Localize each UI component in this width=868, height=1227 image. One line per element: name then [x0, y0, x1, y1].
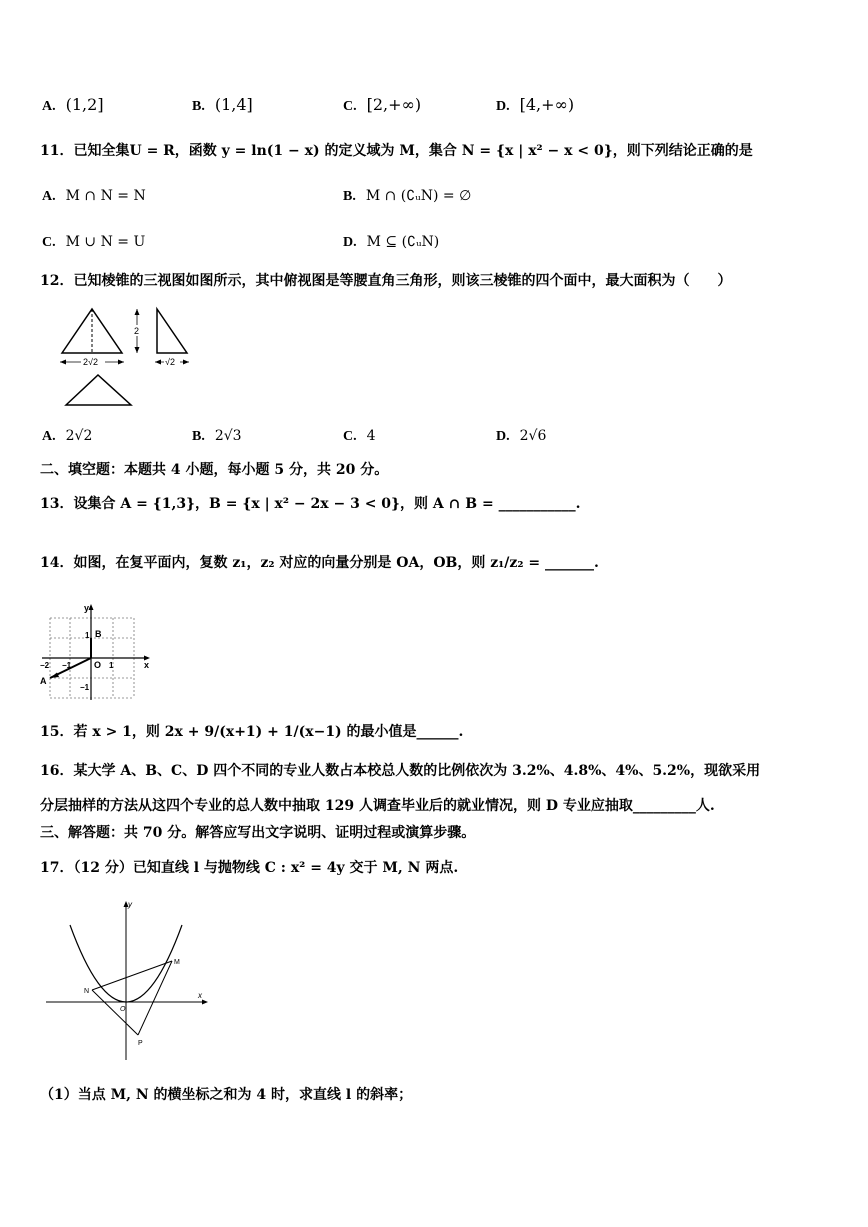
q11-option-a — [42, 185, 146, 208]
point-b-label: B — [95, 629, 102, 639]
option-label: D. — [343, 235, 357, 250]
option-label: C. — [42, 235, 56, 250]
arrow-left — [60, 360, 66, 365]
option-value: [4,+∞) — [519, 95, 575, 114]
top-view-triangle — [66, 375, 131, 405]
q14-stem: 14．如图，在复平面内，复数 z₁，z₂ 对应的向量分别是 OA，OB，则 z₁/z₂ = _______. — [40, 555, 599, 571]
y-axis-label: y — [128, 900, 132, 909]
q10-option-d — [496, 94, 574, 118]
option-label: D. — [496, 429, 510, 444]
option-label: A. — [42, 99, 56, 114]
q17-parabola-figure — [42, 895, 212, 1063]
arrow-down — [135, 347, 140, 353]
point-p-label: P — [138, 1040, 143, 1047]
section2-heading: 二、填空题：本题共 4 小题，每小题 5 分，共 20 分。 — [40, 462, 389, 478]
q16-line1: 16．某大学 A、B、C、D 四个不同的专业人数占本校总人数的比例依次为 3.2%、4.8%、4%、5.2%，现欲采用 — [40, 763, 761, 779]
tick-x-neg2: −2 — [40, 661, 50, 670]
option-value: 4 — [366, 428, 376, 444]
q11-option-c — [42, 231, 145, 254]
q12-option-c — [343, 425, 376, 448]
option-label: B. — [192, 99, 205, 114]
x-axis-arrow — [202, 1000, 208, 1005]
height-label: 2 — [134, 326, 140, 336]
tangent-at-m — [138, 961, 172, 1035]
option-value: 2√2 — [65, 428, 93, 444]
side-view-triangle — [157, 309, 187, 353]
q17-stem: 17．（12 分）已知直线 l 与抛物线 C : x² = 4y 交于 M, N 两点. — [40, 860, 459, 876]
tick-y-neg1: −1 — [80, 683, 90, 692]
q15-stem: 15．若 x > 1，则 2x + 9/(x+1) + 1/(x−1) 的最小值是______. — [40, 724, 464, 740]
arrow-right — [183, 360, 189, 365]
option-label: A. — [42, 189, 56, 204]
option-value: M ∩ (∁ᵤN) = ∅ — [365, 188, 472, 204]
front-width-label: 2√2 — [83, 357, 98, 367]
q11-option-b — [343, 185, 471, 208]
side-width-label: √2 — [165, 357, 175, 367]
q13-stem: 13．设集合 A = {1,3}，B = {x | x² − 2x − 3 < 0}，则 A ∩ B = ___________. — [40, 496, 581, 512]
q12-three-view-figure — [50, 305, 200, 410]
x-axis-label: x — [144, 660, 150, 670]
point-a-label: A — [40, 676, 47, 686]
option-value: (1,2] — [65, 95, 104, 114]
origin-label: O — [120, 1006, 126, 1013]
tick-y-1: 1 — [85, 631, 90, 640]
option-value: [2,+∞) — [366, 95, 422, 114]
option-label: D. — [496, 99, 510, 114]
q12-option-d — [496, 425, 546, 448]
arrow-up — [135, 309, 140, 315]
q16-line2: 分层抽样的方法从这四个专业的总人数中抽取 129 人调查毕业后的就业情况，则 D 专业应抽取_________人. — [40, 798, 715, 814]
option-label: B. — [192, 429, 205, 444]
option-value: (1,4] — [214, 95, 253, 114]
q11-option-d — [343, 231, 439, 254]
section3-heading: 三、解答题：共 70 分。解答应写出文字说明、证明过程或演算步骤。 — [40, 825, 476, 841]
y-axis-arrow — [89, 604, 94, 610]
option-value: 2√3 — [214, 428, 242, 444]
q17-part1: （1）当点 M, N 的横坐标之和为 4 时，求直线 l 的斜率； — [40, 1087, 413, 1103]
tangent-at-n — [92, 990, 138, 1035]
q12-stem: 12．已知棱锥的三视图如图所示，其中俯视图是等腰直角三角形，则该三棱锥的四个面中，最大面积为（ ） — [40, 273, 732, 289]
option-value: M ∩ N = N — [65, 188, 146, 204]
option-value: 2√6 — [519, 428, 547, 444]
option-label: A. — [42, 429, 56, 444]
x-axis-label: x — [198, 991, 202, 1000]
tick-x-1: 1 — [109, 661, 114, 670]
option-label: C. — [343, 99, 357, 114]
option-label: B. — [343, 189, 356, 204]
q12-option-b — [192, 425, 242, 448]
q10-option-b — [192, 94, 253, 118]
point-m-label: M — [174, 959, 180, 966]
y-axis-label: y — [84, 603, 90, 613]
line-mn — [92, 961, 172, 990]
point-n-label: N — [84, 988, 90, 995]
option-label: C. — [343, 429, 357, 444]
q10-option-a — [42, 94, 104, 118]
q11-stem: 11．已知全集U = R，函数 y = ln(1 − x) 的定义域为 M，集合 N = {x | x² − x < 0}，则下列结论正确的是 — [40, 143, 753, 159]
q12-option-a — [42, 425, 92, 448]
arrow-right — [118, 360, 124, 365]
option-value: M ⊆ (∁ᵤN) — [366, 234, 440, 250]
origin-label: O — [94, 660, 102, 670]
tick-x-neg1: −1 — [62, 661, 72, 670]
q14-complex-plane-figure — [40, 602, 155, 702]
q10-option-c — [343, 94, 421, 118]
arrow-left — [155, 360, 161, 365]
option-value: M ∪ N = U — [65, 234, 146, 250]
